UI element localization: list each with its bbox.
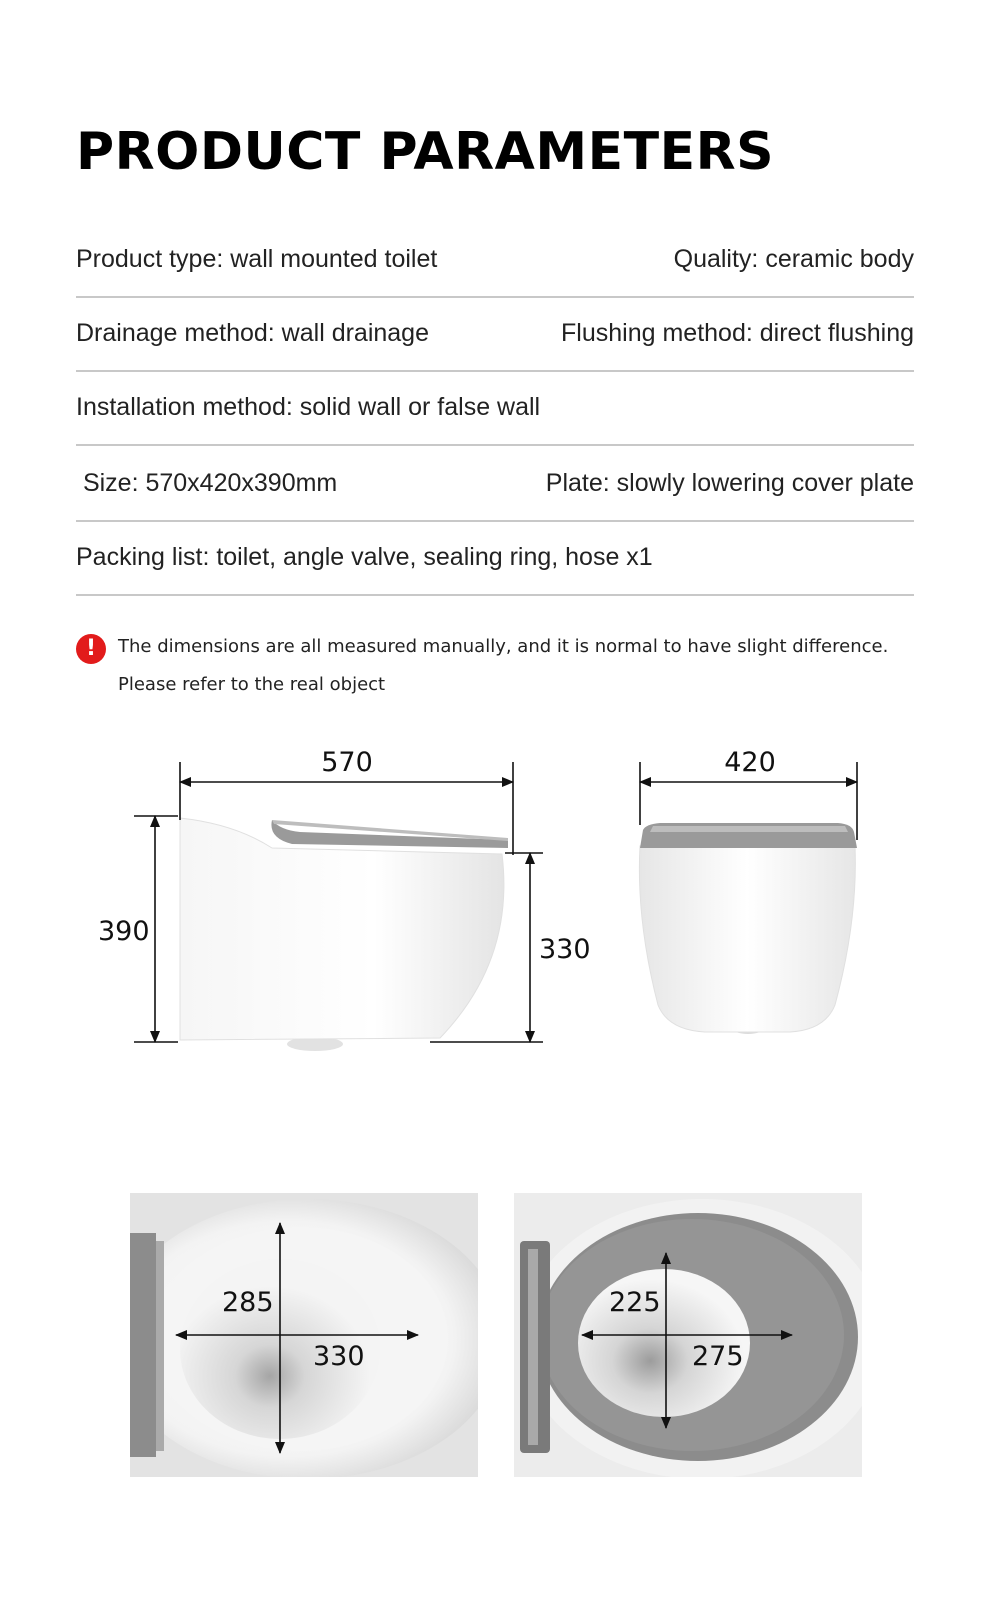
param-row-packing <box>76 520 914 596</box>
exclamation-icon: ! <box>76 634 106 664</box>
param-row-size <box>76 446 914 522</box>
cover-top-drawing <box>514 1193 862 1477</box>
param-row-installation <box>76 370 914 446</box>
cover-width-label: 275 <box>692 1341 744 1372</box>
param-quality: Quality: ceramic body <box>673 245 914 273</box>
side-length-label: 570 <box>321 747 373 778</box>
param-size: Size: 570x420x390mm <box>76 469 338 497</box>
param-plate: Plate: slowly lowering cover plate <box>545 469 914 497</box>
param-flushing: Flushing method: direct flushing <box>561 319 914 347</box>
param-drainage: Drainage method: wall drainage <box>76 319 429 347</box>
notice-line-1: The dimensions are all measured manually, and it is normal to have slight difference. <box>118 636 889 657</box>
param-product-type: Product type: wall mounted toilet <box>76 245 438 273</box>
front-width-label: 420 <box>724 747 776 778</box>
bowl-top-drawing <box>130 1193 478 1477</box>
side-height-label: 390 <box>98 916 150 947</box>
param-installation: Installation method: solid wall or false wall <box>76 393 541 421</box>
param-row-type <box>76 222 914 298</box>
bowl-width-label: 330 <box>313 1341 365 1372</box>
toilet-side-view <box>180 818 508 1051</box>
notice-line-2: Please refer to the real object <box>118 674 386 695</box>
page-title: PRODUCT PARAMETERS <box>76 122 775 182</box>
toilet-front-view <box>639 823 857 1034</box>
bowl-height-label: 330 <box>539 934 591 965</box>
cover-top-view <box>514 1193 862 1477</box>
cover-length-label: 225 <box>609 1287 661 1318</box>
param-packing: Packing list: toilet, angle valve, sealing ring, hose x1 <box>76 543 653 571</box>
param-row-drainage <box>76 296 914 372</box>
bowl-length-label: 285 <box>222 1287 274 1318</box>
bowl-top-view <box>130 1193 478 1477</box>
dimension-drawings <box>0 740 990 1080</box>
